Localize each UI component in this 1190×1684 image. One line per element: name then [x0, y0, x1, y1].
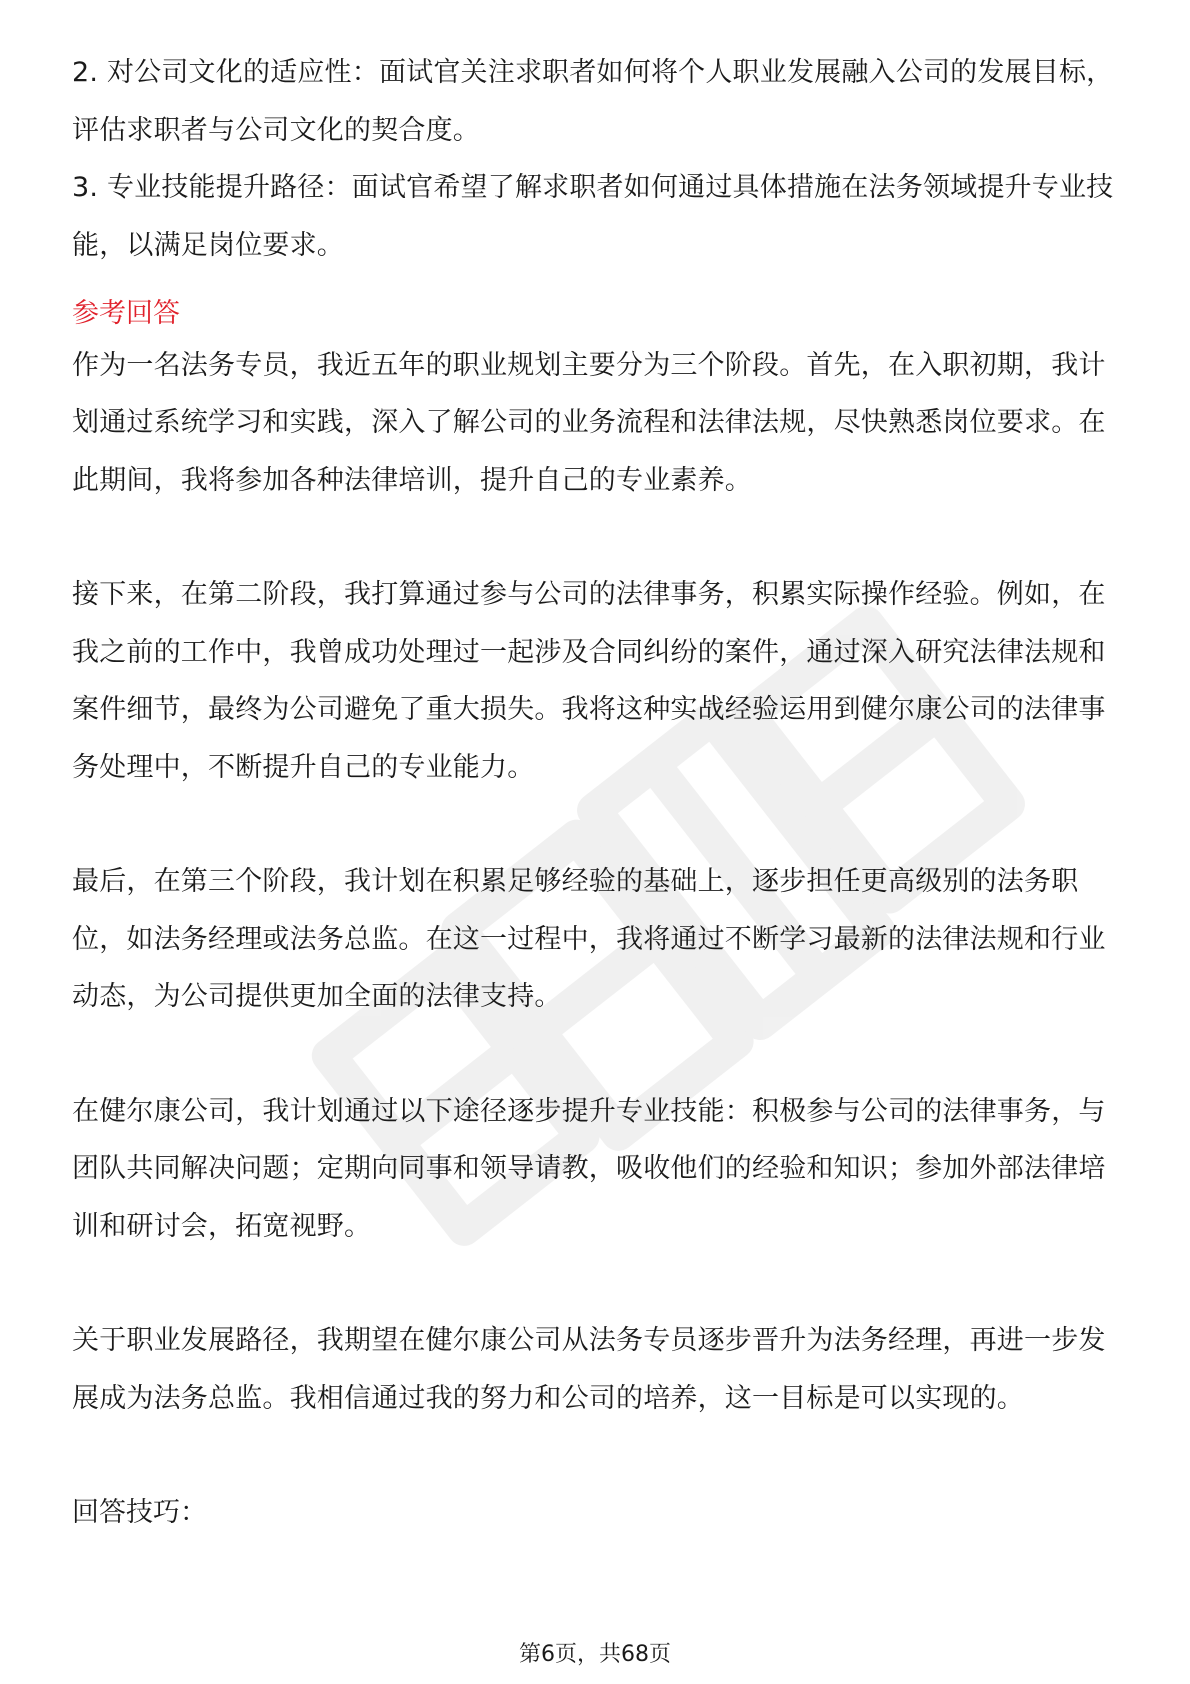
answer-paragraph: 关于职业发展路径，我期望在健尔康公司从法务专员逐步晋升为法务经理，再进一步发展成为法务总监。我相信通过我的努力和公司的培养，这一目标是可以实现的。 — [72, 1325, 1106, 1414]
main-content — [72, 44, 1118, 1542]
answer-paragraph: 在健尔康公司，我计划通过以下途径逐步提升专业技能：积极参与公司的法律事务，与团队共同解决问题；定期向同事和领导请教，吸收他们的经验和知识；参加外部法律培训和研讨会，拓宽视野。 — [72, 1095, 1106, 1242]
answer-paragraph: 接下来，在第二阶段，我打算通过参与公司的法律事务，积累实际操作经验。例如，在我之前的工作中，我曾成功处理过一起涉及合同纠纷的案件，通过深入研究法律法规和案件细节，最终为公司避免了重大损失。我将这种实战经验运用到健尔康公司的法律事务处理中，不断提升自己的专业能力。 — [72, 579, 1106, 783]
answer-tips-label: 回答技巧： — [72, 1497, 207, 1528]
page-number-footer: 第6页，共68页 — [519, 1642, 671, 1667]
list-item: 3. 专业技能提升路径：面试官希望了解求职者如何通过具体措施在法务领域提升专业技能，以满足岗位要求。 — [72, 172, 1114, 261]
answer-paragraph: 作为一名法务专员，我近五年的职业规划主要分为三个阶段。首先，在入职初期，我计划通过系统学习和实践，深入了解公司的业务流程和法律法规，尽快熟悉岗位要求。在此期间，我将参加各种法律培训，提升自己的专业素养。 — [72, 349, 1106, 496]
reference-answer-heading: 参考回答 — [72, 298, 180, 329]
list-item: 2. 对公司文化的适应性：面试官关注求职者如何将个人职业发展融入公司的发展目标，评估求职者与公司文化的契合度。 — [72, 57, 1114, 146]
answer-paragraph: 最后，在第三个阶段，我计划在积累足够经验的基础上，逐步担任更高级别的法务职位，如法务经理或法务总监。在这一过程中，我将通过不断学习最新的法律法规和行业动态，为公司提供更加全面的法律支持。 — [72, 866, 1106, 1012]
